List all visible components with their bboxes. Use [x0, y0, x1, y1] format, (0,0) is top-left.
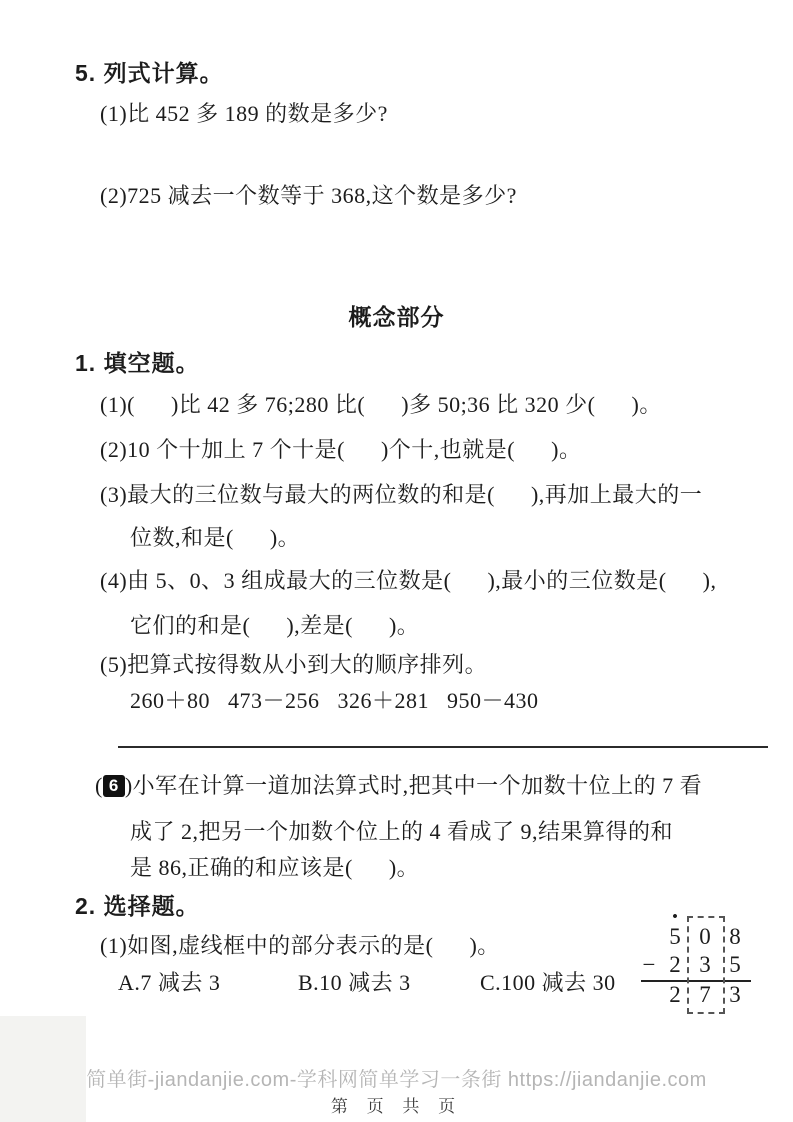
question-1-item-4-line-1: (4)由 5、0、3 组成最大的三位数是( ),最小的三位数是( ),: [100, 568, 717, 593]
borrow-dot: •: [672, 909, 678, 925]
question-1-item-1: (1)( )比 42 多 76;280 比( )多 50;36 比 320 少( )。: [100, 392, 662, 417]
subtrahend-tens: 3: [699, 952, 711, 977]
question-1-item-4-line-2: 它们的和是( ),差是( )。: [130, 613, 420, 638]
question-1-heading: 1. 填空题。: [75, 350, 200, 376]
question-2-heading: 2. 选择题。: [75, 893, 200, 919]
question-2-item-1: (1)如图,虚线框中的部分表示的是( )。: [100, 933, 500, 958]
question-1-item-5: (5)把算式按得数从小到大的顺序排列。: [100, 652, 488, 677]
question-1-item-3-line-1: (3)最大的三位数与最大的两位数的和是( ),再加上最大的一: [100, 482, 703, 507]
question-6-line-1: [95, 771, 702, 801]
choice-option-c: C.100 减去 30: [480, 970, 616, 995]
subtrahend-hundreds: 2: [669, 952, 681, 977]
section-divider: [118, 746, 768, 748]
question-6-number-badge: 6: [103, 775, 125, 797]
question-5-heading: 5. 列式计算。: [75, 60, 224, 86]
question-5-item-1: (1)比 452 多 189 的数是多少?: [100, 101, 388, 126]
difference-ones: 3: [729, 982, 741, 1007]
difference-tens: 7: [699, 982, 711, 1007]
question-6-close-paren: ): [124, 773, 133, 798]
minuend-hundreds: 5: [669, 924, 681, 949]
choice-option-b: B.10 减去 3: [298, 970, 411, 995]
question-1-item-2: (2)10 个十加上 7 个十是( )个十,也就是( )。: [100, 437, 582, 462]
difference-hundreds: 2: [669, 982, 681, 1007]
question-6-open-paren: (: [95, 773, 103, 798]
page-number-label: 第 页 共 页: [330, 1097, 463, 1116]
question-1-item-3-line-2: 位数,和是( )。: [130, 525, 301, 550]
subtrahend-ones: 5: [729, 952, 741, 977]
concept-section-title: 概念部分: [348, 304, 445, 330]
minus-sign: −: [642, 952, 656, 977]
question-6-line-2: 成了 2,把另一个加数个位上的 4 看成了 9,结果算得的和: [130, 819, 674, 844]
choice-option-a: A.7 减去 3: [118, 970, 221, 995]
question-1-expressions: 260＋80 473－256 326＋281 950－430: [130, 688, 539, 713]
question-5-item-2: (2)725 减去一个数等于 368,这个数是多少?: [100, 183, 517, 208]
vertical-subtraction-figure: [641, 909, 751, 1012]
question-6-text-1: 小军在计算一道加法算式时,把其中一个加数十位上的 7 看: [132, 773, 703, 798]
question-6-line-3: 是 86,正确的和应该是( )。: [130, 855, 420, 880]
minuend-ones: 8: [729, 924, 741, 949]
watermark-text: 简单街-jiandanjie.com-学科网简单学习一条街 https://jiandanjie.com: [86, 1069, 707, 1091]
minuend-tens: 0: [699, 924, 711, 949]
dashed-highlight-box: [687, 916, 725, 1014]
